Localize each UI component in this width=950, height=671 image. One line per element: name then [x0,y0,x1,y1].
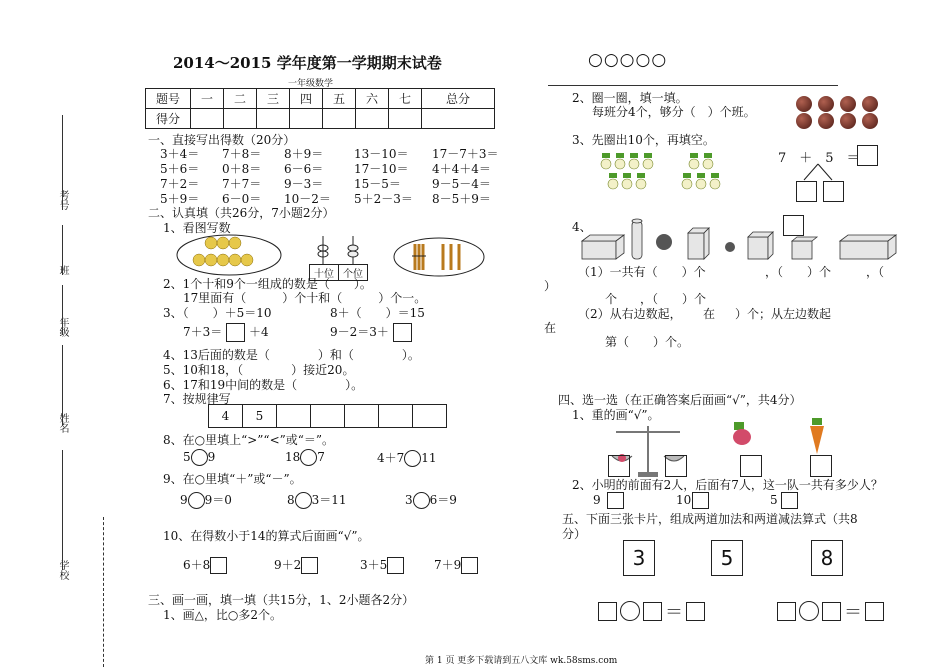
operand: 6＝9 [429,493,457,507]
score-table [145,88,495,129]
score-cell: 题号 [146,89,191,109]
abacus-tens-label: 十位 [310,265,339,280]
ball-icon [818,113,834,129]
q-fill-blank-a: 3、（ ）＋5＝10 [163,306,272,320]
q-look-write: 1、看图写数 [163,221,231,235]
pattern-cell[interactable] [378,404,413,428]
q-between: 6、17和19中间的数是（ ）。 [163,378,364,392]
operator-circle[interactable] [620,601,640,621]
score-cell: 总分 [422,89,495,109]
arith-item: 9－3＝ [284,177,324,191]
number-card: 8 [811,540,843,576]
arith-item: 5＋2－3＝ [354,192,413,206]
q4-line3b: 在 [703,307,716,321]
score-cell: 五 [323,89,356,109]
page-subtitle: 一年级数学 [288,79,334,89]
answer-box[interactable] [796,181,817,202]
pattern-cell[interactable] [344,404,379,428]
arith-item: 7＋8＝ [222,147,262,161]
check-items [183,556,478,574]
answer-circle[interactable] [300,449,317,466]
side-line [62,225,63,275]
q4-line4: 第（ ）个。 [605,335,690,349]
arith-row [160,147,499,162]
equals-sign: ＝ [844,602,862,623]
section5-title: 五、下面三张卡片，组成两道加法和两道减法算式（共8 [562,512,858,526]
check-box[interactable] [461,557,478,574]
answer-box[interactable] [857,145,878,166]
score-input-row [146,109,495,129]
q-pattern: 7、按规律写 [163,392,231,406]
expression: 7＋9 [434,558,462,572]
answer-circle[interactable] [295,492,312,509]
check-box[interactable] [387,557,404,574]
q4-line1b: ，（ ）个 [765,265,832,279]
answer-circle[interactable] [404,450,421,467]
q-fill-box-a [183,323,269,342]
q-circle-fill: 2、圈一圈，填一填。 [572,91,688,105]
ball-icon [840,113,856,129]
q-draw-triangles: 1、画△，比○多2个。 [163,608,282,622]
check-item [183,556,274,574]
arith-item: 10－2＝ [284,192,331,206]
opt-label: 9 [593,493,601,507]
section1-grid [160,147,499,207]
arith-row [160,177,499,192]
arith-item: 15－5＝ [354,177,401,191]
plusminus-item [287,491,405,509]
section5-title-cont: 分） [562,527,587,541]
section2-title: 二、认真填（共26分，7小题2分） [148,206,335,220]
section1-title: 一、直接写出得数（20分） [148,133,296,147]
score-cell: 三 [257,89,290,109]
check-box[interactable] [665,455,687,477]
equals-sign: ＝ [665,602,683,623]
answer-box[interactable] [777,602,796,621]
check-box[interactable] [810,455,832,477]
score-header-row [146,89,495,109]
operand: 11 [421,451,437,465]
expression: 6＋8 [183,558,211,572]
operand: 4＋7 [377,451,405,465]
score-cell: 四 [290,89,323,109]
q-seventeen: 17里面有（ ）个十和（ ）个一。 [183,291,427,305]
answer-circle[interactable] [188,492,205,509]
q-classes: 每班分4个，够分（ ）个班。 [592,105,756,119]
section3-title: 三、画一画，填一填（共15分，1、2小题各2分） [148,593,415,607]
pattern-cell[interactable] [412,404,447,428]
check-box[interactable] [781,492,798,509]
q-fill-box-b [330,323,412,342]
side-line [62,345,63,425]
q4-line3: （2）从右边数起， [578,307,682,321]
number-card: 5 [711,540,743,576]
compare-item [183,449,285,467]
check-item [360,556,434,574]
operand: 3＝11 [311,493,347,507]
expression: 9＋2 [274,558,302,572]
arith-item: 6－0＝ [222,192,262,206]
check-box[interactable] [301,557,318,574]
turnips-illustration [596,150,736,194]
operand: 3 [405,493,413,507]
compare-items [183,449,437,467]
section4-title: 四、选一选（在正确答案后面画“√”，共4分） [558,393,802,407]
q-fill-blank-b: 8＋（ ）＝15 [330,306,425,320]
eq-right: ＋4 [248,325,269,339]
check-box[interactable] [740,455,762,477]
operand: 8 [287,493,295,507]
operand: 9＝0 [204,493,232,507]
answer-box[interactable] [686,602,705,621]
plusminus-item [180,491,287,509]
answer-box[interactable] [598,602,617,621]
ball-icon [862,113,878,129]
ball-icon [796,96,812,112]
eq-left: 9－2＝3＋ [330,325,389,339]
score-cell: 六 [356,89,389,109]
answer-box[interactable] [822,602,841,621]
radish-icon [728,420,758,448]
side-label-kaohao: 考号 [57,190,68,210]
operand: 9 [180,493,188,507]
arith-item: 13－10＝ [354,147,409,161]
shapes-illustration [580,215,900,265]
score-input[interactable] [191,109,224,129]
pattern-cell: 5 [242,404,277,428]
side-label-nianji: 年级 [57,317,68,337]
q-queue: 2、小明的前面有2人，后面有7人，这一队一共有多少人？ [572,478,883,492]
equation-subtraction [777,598,884,624]
q4-line1c: ，（ [866,265,885,279]
q-less-than-14: 10、在得数小于14的算式后面画“√”。 [163,529,370,543]
q-after-13: 4、13后面的数是（ ）和（ ）。 [163,348,420,362]
pattern-cell: 4 [208,404,243,428]
operand: 7 [317,450,325,464]
answer-box[interactable] [226,323,245,342]
q4-line3d: 在 [544,321,557,335]
arith-item: 7＋2＝ [160,177,200,191]
arith-item: 5＋6＝ [160,162,200,176]
opt-label: 5 [770,493,778,507]
arith-item: 8＋9＝ [284,147,324,161]
arith-item: 17－10＝ [354,162,409,176]
side-line [62,285,63,335]
score-input[interactable] [389,109,422,129]
arith-item: 17－7＋3＝ [432,147,499,161]
q3-equation: 7 ＋ 5 ＝ [778,151,860,166]
arith-item: 4＋4＋4＝ [432,162,491,176]
score-input[interactable] [290,109,323,129]
q-heavy: 1、重的画“√”。 [572,408,660,422]
equation-addition [598,598,705,624]
arith-item: 5＋9＝ [160,192,200,206]
side-label-xingming: 姓名 [57,413,68,433]
side-line [62,115,63,210]
score-input[interactable] [257,109,290,129]
score-input[interactable] [356,109,389,129]
q-circle-ten: 3、先圈出10个，再填空。 [572,133,715,147]
number-card: 3 [623,540,655,576]
expression: 3＋5 [360,558,388,572]
arith-item: 0＋8＝ [222,162,262,176]
q-closer-20: 5、10和18，（ ）接近20。 [163,363,355,377]
plusminus-item [405,491,457,509]
check-box[interactable] [607,492,624,509]
side-label-ban: 班 [57,265,68,275]
score-cell: 一 [191,89,224,109]
answer-circle[interactable] [191,449,208,466]
sticks-illustration [393,236,485,278]
ball-icon [840,96,856,112]
operand: 5 [183,450,191,464]
ball-icon [818,96,834,112]
check-item [434,556,478,574]
ball-icon [796,113,812,129]
arith-row [160,162,499,177]
answer-box[interactable] [823,181,844,202]
abacus-ones-label: 个位 [343,269,363,280]
plusminus-items [180,491,457,509]
score-cell: 二 [224,89,257,109]
q4-line2b: ，（ ）个 [640,292,707,306]
carrot-icon [804,416,830,456]
answer-box[interactable] [393,323,412,342]
score-input[interactable] [323,109,356,129]
ball-icon [862,96,878,112]
side-label-xuexiao: 学校 [57,560,68,580]
check-item [274,556,360,574]
arith-item: 3＋4＝ [160,147,200,161]
q-plus-minus: 9、在○里填“＋”或“－”。 [163,472,302,486]
arith-item: 9－5－4＝ [432,177,491,191]
opt-label: 10 [676,493,692,507]
arith-item: 7＋7＝ [222,177,262,191]
side-line [62,450,63,570]
cut-line [103,517,104,667]
top-circles: ○○○○○ [588,50,668,70]
pattern-cell[interactable] [310,404,345,428]
answer-box[interactable] [865,602,884,621]
compare-item [285,449,377,467]
q-shapes: 4、 [572,220,592,234]
page-footer: 第 1 页 更多下载请到五八文库 wk.58sms.com [425,656,618,666]
operator-circle[interactable] [799,601,819,621]
operand: 9 [207,450,216,464]
check-box[interactable] [210,557,227,574]
q-tens-ones: 2、1个十和9个一组成的数是（ ）。 [163,277,372,291]
score-input[interactable] [422,109,495,129]
check-box[interactable] [692,492,709,509]
operand: 18 [285,450,301,464]
arith-item: 8－5＋9＝ [432,192,491,206]
eq-left: 7＋3＝ [183,325,223,339]
score-input[interactable] [224,109,257,129]
answer-box[interactable] [643,602,662,621]
answer-circle[interactable] [413,492,430,509]
q4-line2: 个 [605,292,618,306]
check-box[interactable] [608,455,630,477]
q4-line3c: ）个；从左边数起 [735,307,832,321]
header-rule [548,85,838,86]
chicks-illustration [175,233,283,277]
score-row-label: 得分 [146,109,191,129]
pattern-cells [209,404,447,428]
q4-line1: （1）一共有（ ）个 [578,265,706,279]
q-compare: 8、在○里填上“>”“<”或“＝”。 [163,433,335,447]
arith-item: 6－6＝ [284,162,324,176]
compare-item [377,449,437,467]
q4-line1d: ） [544,279,557,293]
pattern-cell[interactable] [276,404,311,428]
split-lines [800,162,840,182]
page-title: 2014～2015 学年度第一学期期末试卷 [173,54,442,72]
score-cell: 七 [389,89,422,109]
